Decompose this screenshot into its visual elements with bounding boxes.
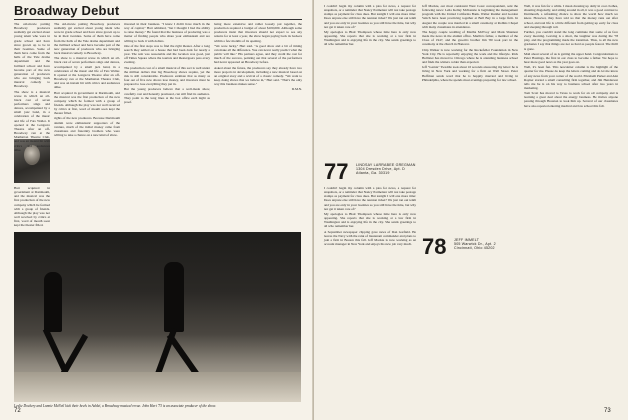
paragraph: Mail about several of us is getting the upper hand. Congratulations to Peter Hastings, the first in our class to become a father. We hope to hear more good news as the year goes on.: [524, 51, 618, 65]
paragraph: One of the first steps was to find the right theater. After a long search they settled on a house that had been dark for nearly a year. The rent was reasonable and the location was good, just off Times Square where the tourists and theatergoers pass every evening.: [124, 43, 210, 65]
secretary-name: LINDSAY LARRABEE GREGMAN: [356, 163, 416, 167]
paragraph: being more extensive and rather loosely put together, the production required a budget of about $100,000. Although some producers insist that investors should not expect to see any returns for at least a year, the show began paying back its backers within a few months of its opening.: [214, 22, 302, 43]
paragraph: Well, it was fun for a while. I mean dressing up daily in coat clothes, shouting diagonally, and sitting around in all, it was a good contrast to Dartmouth, a refreshing chance to show the world how much we knew. However, they have told us that the money runs out after school, and real life is a little different from getting up early for class and sleeping through roll.: [524, 4, 618, 29]
paragraph: I couldn't begin my column with a plea for news, a request for snapshots, or a reminder that Nancy Parmenter will not take postage stamps as payment for class dues. But tonight I will one more time: Does anyone else still have the reunion ticket? We just ran out tenth and you are only in your twenties so you still have the time, but why not get it taken care of?: [324, 186, 416, 211]
paragraph: My apologies to Blair Thompson whose time here is only now appearing. She reports that she is working at a law firm in Washington and is enjoying life in the city. She sends greetings to all who remember her.: [324, 29, 416, 47]
class-secretary-address-77: [356, 163, 416, 176]
paragraph: A September newspaper clipping gave news of Dan Garfield. He leaves the Navy with the rank of lieutenant commander and plans to join a firm in Boston this fall. Jeff Mackie is now working as an account manager in New York and enjoys his new job very much.: [324, 229, 416, 247]
article-column-1-lower: [14, 186, 50, 228]
dancer-silhouette: [164, 262, 184, 332]
class-year-77: 77: [324, 159, 349, 184]
right-page: [314, 0, 628, 420]
headline-rule: [14, 19, 302, 20]
paragraph: The happy couple wedding of Martha McEvoy and Mark Shannon made the news in the alumni office. Martha's father, a member of the Class of 1947, and the groom's brother Jim '80 took part in the ceremony at the church in Hanover.: [422, 29, 518, 47]
paragraph: The production cost of a small musical of this sort is well under the million dollars that big Broadway shows require, yet the risk is still considerable. Producers estimate that as many as four out of five new shows lose money, and investors must be prepared to lose everything they put in.: [124, 65, 210, 87]
page-number-left: 72: [14, 408, 21, 414]
class-secretary-address-78: [454, 238, 496, 251]
paragraph: Further, you couldn't stand the long commute that some of us face every morning. Leaving is a short, the laughter was during the '78 play, and the programming made the transition. Thus, to all the new graduates I say that things are not as hard as people feared. The thrill is gone.: [524, 29, 618, 51]
notes-column-2: [422, 4, 518, 408]
paragraph: rights of the new producers. Because Dartmouth alumni were enthusiastic supporters of the venture, much of the initial money came from classmates and fraternity brothers who were willing to take a chance on a new kind of show.: [54, 116, 120, 138]
paragraph: Asked about the future, the producers say they already have two more projects in development, including a new musical based on an original story and a revival of a classic comedy. "We want to keep doing shows that we believe in," Hart said. "That's the only way this business makes sense.": [214, 65, 302, 87]
paragraph: The old-movie putting Broadway producers suddenly get excited about young talent who were in grade school and have since grown up to be in their twenties. Some of them have come from the halls of the Yale drama department and the Juilliard school and have become part of the new generation of producers who are bringing back musical comedy to Broadway.: [14, 22, 50, 89]
secretary-name: JEFF IMMELT: [454, 238, 480, 242]
article-column-2: [124, 22, 210, 228]
article-column-0: [14, 22, 50, 152]
secretary-street: 505 Warwick Dr., Apt. 2: [454, 242, 496, 247]
dancer-silhouette: [44, 272, 62, 332]
paragraph: The show is a musical revue in which an all-black cast of seven performers sings and dances, accompanied by a small jazz band, in a celebration of the music and life of Fats Waller. It opened at the Longacre Theatre after an off-Broadway run at the Manhattan Theatre Club, and was an instant hit with critics and audiences alike.: [54, 56, 120, 90]
photo-caption: Leslie Dockery and Lonnie McNeil kick their heels in Ashbé, a Broadway musical revue. John Hart '73 is an associate producer of the show.: [14, 404, 216, 408]
paragraph: invested in their business. "I knew I didn't have much in the way of capital," Hart admitted, "but I thought I had the ability to raise money." He found that the business of producing was a matter of finding people who share your enthusiasm and are willing to back it with dollars.: [124, 22, 210, 43]
article-headline: Broadway Debut: [14, 3, 120, 18]
stage-performance-photo: [14, 232, 301, 402]
paragraph: Hart acquired in government at Dartmouth, and the musical was the first production of the new company which he formed with a group of friends. Although the play was not well received by critics at first, word of mouth soon kept the theater filled.: [54, 90, 120, 116]
paragraph: Chip Walker is now working for the Rockefeller Foundation in New York City. He is reportedly enjoying the work and the lifestyle. Rick Hollister has moved to Chicago where he is attending business school and finds the winters colder than expected.: [422, 47, 518, 65]
secretary-street: 1304 Dresden Drive, Apt. D: [356, 167, 405, 172]
paragraph: Well, it's been fun. This newsletter column is the highlight of the quarter for me. Please do keep the letters coming and do let me know of any news from your corner of the world. Elizabeth Parker and Ann Rayner started a small consulting firm together, and Jim Henderson tells me he is on his way to business school after two years in marketing.: [524, 65, 618, 90]
paragraph: "We were lucky," Hart said. "A good show and a bit of timing can make all the difference. You can never really predict what the public will like." His partners agree, and they credit the cast for much of the success, pointing out that several of the performers had never appeared on Broadway before.: [214, 43, 302, 65]
notes-column-1-top: [324, 4, 416, 160]
notes-column-1: [324, 186, 416, 408]
article-column-3: [214, 22, 302, 228]
secretary-city: Cincinnati, Ohio 45202: [454, 246, 495, 251]
paragraph: Hart acquired in government at Dartmouth, and the musical was the first production of the new company which he formed with a group of friends. Although the play was not well received by critics at first, word of mouth soon kept the theater filled.: [14, 186, 50, 228]
paragraph: The show is a musical revue in which an all-black cast of seven performers sings and dances, accompanied by a small jazz band, in a celebration of the music and life of Fats Waller. It opened at the Longacre Theatre after an off-Broadway run at the Manhattan Theatre Club, and was an instant hit with critics and audiences alike.: [14, 89, 50, 152]
article-column-1: [54, 22, 120, 228]
author-initials: D.M.N.: [291, 87, 302, 92]
paragraph: I couldn't begin my column with a plea for news, a request for snapshots, or a reminder that Nancy Parmenter will not take postage stamps as payment for class dues. But tonight I will one more time: Does anyone else still have the reunion ticket? We just ran out tenth and you are only in your twenties so you still have the time, but why not get it taken care of?: [324, 4, 416, 29]
paragraph: Jeff "Garnie" Twaddle took about 10 seconds answering my letter: he is living in New York and working for a firm on Wall Street. Peter Hoffman sends word that he is happily married and living in Philadelphia, where he spends most evenings preparing for law school.: [422, 65, 518, 82]
page-number-right: 73: [604, 408, 611, 414]
paragraph: Tom Scott has moved to Texas to work for an oil company and is learning a great deal about the energy business. He invites anyone passing through Houston to look him up. Several of our classmates have also reported entering medical and law school this fall.: [524, 91, 618, 108]
class-year-78: 78: [422, 234, 447, 259]
paragraph: My apologies to Blair Thompson whose time here is only now appearing. She reports that she is working at a law firm in Washington and is enjoying life in the city. She sends greetings to all who remember her.: [324, 211, 416, 229]
paragraph: Jeff Mackie, our most consistent West Coast correspondent, sent the following news: Leila Kelley McKenzie is beginning the management program with the United California Bank. Walter Rudder and Gordon Veitch have been practicing together at Bell Bay in a large firm. In August the couple was married in a small ceremony at Rollins Chapel with many classmates in attendance.: [422, 4, 518, 29]
paragraph: But the young producers believe that a well-made show, carefully cast and honestly promoted, can still find its audience. They point to the long lines at the box office each night as proof.: [124, 87, 210, 104]
paragraph: The old-movie putting Broadway producers suddenly get excited about young talent who were in grade school and have since grown up to be in their twenties. Some of them have come from the halls of the Yale drama department and the Juilliard school and have become part of the new generation of producers who are bringing back musical comedy to Broadway.: [54, 22, 120, 56]
secretary-city: Atlanta, Ga. 30319: [356, 171, 390, 176]
notes-column-3: [524, 4, 618, 408]
stage-floor: [14, 372, 301, 402]
